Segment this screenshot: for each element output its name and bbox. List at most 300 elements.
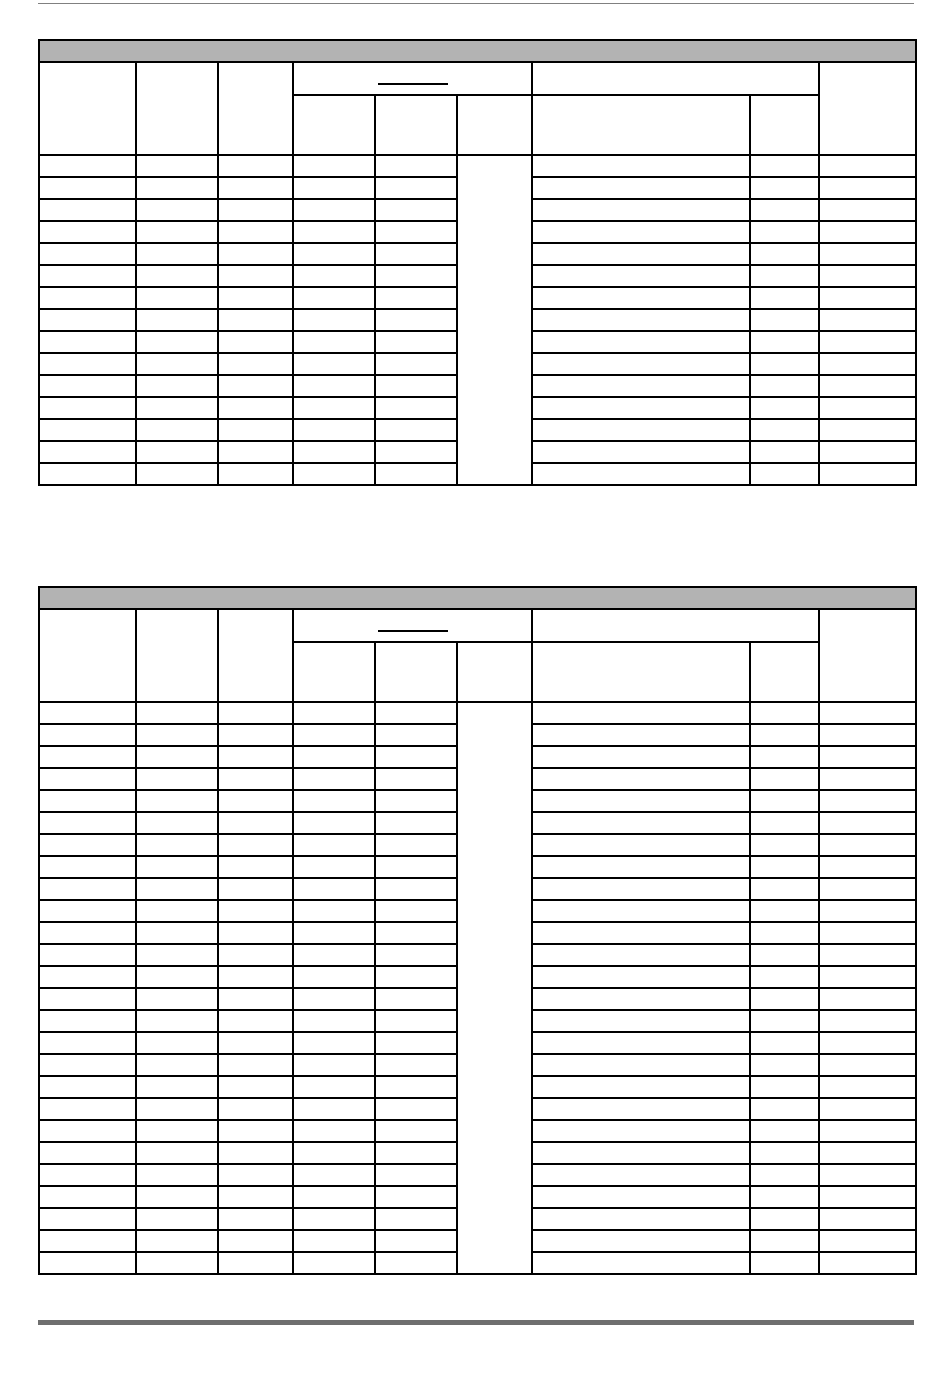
table-cell — [293, 331, 375, 353]
table-cell — [750, 419, 819, 441]
table-cell — [532, 1142, 750, 1164]
table-cell — [375, 702, 457, 724]
table-cell — [532, 243, 750, 265]
table-cell — [532, 1164, 750, 1186]
table-cell — [39, 988, 136, 1010]
table-title-band — [39, 587, 916, 609]
table-cell — [136, 900, 218, 922]
table-cell — [819, 155, 916, 177]
table-cell — [136, 988, 218, 1010]
table-cell — [39, 1032, 136, 1054]
table-cell — [136, 265, 218, 287]
table-cell — [293, 1120, 375, 1142]
table-cell — [375, 397, 457, 419]
table-cell — [375, 834, 457, 856]
table-cell — [39, 1252, 136, 1274]
table-cell — [750, 768, 819, 790]
header-col1 — [39, 62, 136, 155]
table-cell — [39, 1208, 136, 1230]
table-cell — [750, 922, 819, 944]
table-cell — [136, 463, 218, 485]
table-cell — [293, 1054, 375, 1076]
table-cell — [532, 1054, 750, 1076]
table-cell — [819, 441, 916, 463]
table-cell — [39, 1010, 136, 1032]
table-cell — [532, 988, 750, 1010]
table-cell — [750, 375, 819, 397]
table-cell — [293, 1186, 375, 1208]
table-cell — [39, 724, 136, 746]
table-cell — [819, 1010, 916, 1032]
table-cell — [750, 177, 819, 199]
table-cell — [39, 397, 136, 419]
table-cell — [375, 1054, 457, 1076]
table-cell — [39, 353, 136, 375]
table-cell — [750, 1054, 819, 1076]
table-cell — [136, 790, 218, 812]
table-cell — [136, 287, 218, 309]
table-cell — [819, 900, 916, 922]
table-cell — [218, 309, 293, 331]
table-cell — [39, 922, 136, 944]
table-cell — [136, 309, 218, 331]
table-cell — [293, 988, 375, 1010]
table-cell — [136, 155, 218, 177]
table-cell — [39, 790, 136, 812]
table-cell — [39, 265, 136, 287]
table-cell — [39, 768, 136, 790]
table-cell — [750, 856, 819, 878]
table-cell — [375, 1032, 457, 1054]
table-cell — [293, 856, 375, 878]
table-cell — [293, 944, 375, 966]
header-group-b — [532, 62, 819, 95]
table-cell — [136, 1098, 218, 1120]
header-col3 — [218, 62, 293, 155]
table-cell — [39, 702, 136, 724]
header-col1 — [39, 609, 136, 702]
table-cell — [136, 922, 218, 944]
table-cell — [293, 419, 375, 441]
table-cell — [293, 1164, 375, 1186]
table-cell — [375, 988, 457, 1010]
table-cell — [218, 419, 293, 441]
table-cell — [532, 353, 750, 375]
table-cell — [39, 834, 136, 856]
table-cell — [293, 1032, 375, 1054]
table-cell — [218, 812, 293, 834]
table-cell — [136, 746, 218, 768]
table-cell — [750, 746, 819, 768]
table-cell — [293, 375, 375, 397]
table-cell — [532, 1186, 750, 1208]
table-cell — [532, 724, 750, 746]
table-cell — [39, 856, 136, 878]
table-cell — [532, 1076, 750, 1098]
table-cell — [375, 1164, 457, 1186]
table-cell — [293, 397, 375, 419]
table-cell — [218, 331, 293, 353]
table-cell — [293, 834, 375, 856]
table-cell — [375, 812, 457, 834]
table-cell — [136, 243, 218, 265]
table-cell — [218, 944, 293, 966]
header-col-last — [819, 609, 916, 702]
bottom-rule — [38, 1320, 914, 1325]
table-cell — [819, 702, 916, 724]
table-cell — [819, 724, 916, 746]
table-row — [39, 155, 916, 177]
table-cell — [293, 1208, 375, 1230]
table-cell — [218, 790, 293, 812]
table-cell — [375, 463, 457, 485]
table-cell — [819, 309, 916, 331]
table-cell — [293, 702, 375, 724]
table-cell — [532, 177, 750, 199]
table-cell — [136, 1142, 218, 1164]
table-cell — [819, 177, 916, 199]
table-cell — [293, 1252, 375, 1274]
table-cell — [750, 287, 819, 309]
header-col2 — [136, 609, 218, 702]
table-cell — [750, 1032, 819, 1054]
header-group-a — [293, 609, 532, 642]
table-cell — [39, 1054, 136, 1076]
table-cell — [293, 287, 375, 309]
table-cell — [750, 1142, 819, 1164]
table-cell — [293, 265, 375, 287]
table-cell — [375, 419, 457, 441]
table-cell — [375, 353, 457, 375]
table-cell — [819, 1252, 916, 1274]
table-cell — [819, 988, 916, 1010]
table-cell — [218, 1252, 293, 1274]
table-row — [39, 702, 916, 724]
table-cell — [218, 199, 293, 221]
table-cell — [532, 287, 750, 309]
header-group-a-sub3 — [457, 95, 532, 155]
table-cell — [532, 463, 750, 485]
header-group-a-sub1 — [293, 642, 375, 702]
table-cell — [39, 1120, 136, 1142]
table-cell — [819, 463, 916, 485]
table-cell — [136, 353, 218, 375]
table-cell — [819, 1054, 916, 1076]
table-body-1 — [39, 155, 916, 485]
table-cell — [375, 199, 457, 221]
table-cell — [375, 900, 457, 922]
table-cell — [375, 768, 457, 790]
table-cell — [136, 331, 218, 353]
table-cell — [218, 856, 293, 878]
table-cell — [218, 1186, 293, 1208]
table-cell — [750, 988, 819, 1010]
table-cell — [218, 1098, 293, 1120]
table-cell — [750, 900, 819, 922]
table-cell — [532, 155, 750, 177]
table-cell — [39, 1230, 136, 1252]
table-cell — [39, 1186, 136, 1208]
table-cell — [218, 1164, 293, 1186]
form-table-2 — [38, 586, 917, 1275]
table-cell — [293, 790, 375, 812]
table-cell — [218, 1120, 293, 1142]
table-cell — [375, 790, 457, 812]
table-cell — [532, 922, 750, 944]
table-cell — [532, 331, 750, 353]
table-cell — [218, 243, 293, 265]
table-cell — [218, 922, 293, 944]
header-col2 — [136, 62, 218, 155]
table-cell — [293, 1142, 375, 1164]
table-cell — [532, 944, 750, 966]
table-cell — [532, 221, 750, 243]
table-cell — [136, 1230, 218, 1252]
table-cell — [39, 199, 136, 221]
table-cell — [750, 1010, 819, 1032]
table-cell — [136, 1120, 218, 1142]
table-cell — [218, 1230, 293, 1252]
table-cell — [532, 397, 750, 419]
table-cell — [375, 724, 457, 746]
table-cell — [293, 199, 375, 221]
table-cell — [375, 922, 457, 944]
table-cell — [750, 221, 819, 243]
table-cell — [375, 155, 457, 177]
table-cell — [819, 878, 916, 900]
table-cell — [136, 768, 218, 790]
table-cell — [39, 900, 136, 922]
table-cell — [532, 265, 750, 287]
table-cell — [375, 966, 457, 988]
table-cell — [375, 1252, 457, 1274]
table-cell — [39, 1164, 136, 1186]
table-cell — [293, 177, 375, 199]
table-cell — [819, 1120, 916, 1142]
table-cell — [293, 463, 375, 485]
table-cell — [750, 353, 819, 375]
table-cell — [218, 1054, 293, 1076]
table-cell — [375, 856, 457, 878]
table-cell — [293, 1076, 375, 1098]
table-cell — [39, 243, 136, 265]
table-cell — [532, 1252, 750, 1274]
group-a-underline — [378, 83, 448, 85]
merged-column-cell — [457, 702, 532, 1274]
table-cell — [39, 1076, 136, 1098]
table-cell — [218, 988, 293, 1010]
table-cell — [750, 790, 819, 812]
header-col3 — [218, 609, 293, 702]
table-cell — [750, 1252, 819, 1274]
table-cell — [218, 375, 293, 397]
table-cell — [819, 221, 916, 243]
form-table-1 — [38, 39, 917, 486]
table-cell — [750, 1098, 819, 1120]
table-cell — [136, 1054, 218, 1076]
table-cell — [532, 1120, 750, 1142]
table-cell — [39, 309, 136, 331]
table-cell — [218, 746, 293, 768]
table-cell — [39, 177, 136, 199]
table-cell — [532, 309, 750, 331]
table-cell — [39, 375, 136, 397]
table-cell — [136, 812, 218, 834]
table-cell — [293, 243, 375, 265]
table-cell — [218, 724, 293, 746]
table-cell — [750, 1164, 819, 1186]
table-cell — [750, 309, 819, 331]
table-cell — [136, 878, 218, 900]
table-cell — [293, 353, 375, 375]
table-cell — [819, 331, 916, 353]
table-cell — [136, 702, 218, 724]
table-cell — [819, 834, 916, 856]
table-cell — [375, 746, 457, 768]
table-cell — [750, 812, 819, 834]
table-cell — [293, 1098, 375, 1120]
table-cell — [532, 790, 750, 812]
table-cell — [750, 155, 819, 177]
table-cell — [136, 221, 218, 243]
table-cell — [375, 331, 457, 353]
table-cell — [293, 1230, 375, 1252]
table-cell — [819, 746, 916, 768]
table-cell — [532, 1010, 750, 1032]
table-cell — [532, 1032, 750, 1054]
table-cell — [819, 265, 916, 287]
table-cell — [136, 1032, 218, 1054]
table-cell — [532, 834, 750, 856]
table-cell — [375, 1098, 457, 1120]
table-cell — [136, 441, 218, 463]
table-cell — [375, 1120, 457, 1142]
table-cell — [532, 199, 750, 221]
table-cell — [532, 375, 750, 397]
table-cell — [819, 1230, 916, 1252]
table-cell — [136, 1076, 218, 1098]
table-cell — [136, 177, 218, 199]
table-cell — [218, 966, 293, 988]
table-cell — [750, 878, 819, 900]
table-cell — [39, 221, 136, 243]
table-cell — [218, 155, 293, 177]
table-cell — [750, 834, 819, 856]
table-cell — [819, 1142, 916, 1164]
table-cell — [819, 419, 916, 441]
table-cell — [750, 243, 819, 265]
table-cell — [819, 375, 916, 397]
table-cell — [39, 463, 136, 485]
table-cell — [750, 1076, 819, 1098]
table-cell — [293, 966, 375, 988]
table-cell — [819, 1032, 916, 1054]
table-cell — [293, 922, 375, 944]
header-col-last — [819, 62, 916, 155]
table-cell — [819, 1164, 916, 1186]
table-cell — [375, 878, 457, 900]
table-cell — [293, 309, 375, 331]
table-cell — [39, 441, 136, 463]
table-cell — [750, 397, 819, 419]
table-cell — [293, 724, 375, 746]
table-cell — [819, 243, 916, 265]
table-cell — [750, 441, 819, 463]
table-cell — [532, 1098, 750, 1120]
table-cell — [39, 155, 136, 177]
table-cell — [532, 966, 750, 988]
table-cell — [750, 724, 819, 746]
table-cell — [39, 331, 136, 353]
table-cell — [375, 375, 457, 397]
table-cell — [532, 419, 750, 441]
table-cell — [750, 265, 819, 287]
table-body-2 — [39, 702, 916, 1274]
table-cell — [218, 463, 293, 485]
table-cell — [750, 463, 819, 485]
table-cell — [375, 1010, 457, 1032]
table-cell — [750, 944, 819, 966]
table-cell — [136, 1186, 218, 1208]
table-cell — [136, 856, 218, 878]
group-a-underline — [378, 630, 448, 632]
table-cell — [218, 834, 293, 856]
merged-column-cell — [457, 155, 532, 485]
table-cell — [750, 1230, 819, 1252]
table-cell — [819, 199, 916, 221]
table-cell — [375, 265, 457, 287]
table-cell — [136, 419, 218, 441]
table-cell — [136, 199, 218, 221]
header-group-b-sub1 — [532, 95, 750, 155]
table-cell — [218, 287, 293, 309]
header-group-a-sub2 — [375, 95, 457, 155]
table-cell — [532, 768, 750, 790]
table-cell — [39, 1098, 136, 1120]
header-group-a-sub2 — [375, 642, 457, 702]
table-cell — [218, 177, 293, 199]
table-cell — [375, 309, 457, 331]
table-cell — [39, 1142, 136, 1164]
table-cell — [293, 900, 375, 922]
header-group-a-sub1 — [293, 95, 375, 155]
table-cell — [375, 221, 457, 243]
table-cell — [293, 221, 375, 243]
table-cell — [375, 1142, 457, 1164]
table-cell — [39, 944, 136, 966]
table-cell — [819, 1076, 916, 1098]
table-cell — [532, 856, 750, 878]
table-cell — [819, 1186, 916, 1208]
table-cell — [819, 966, 916, 988]
table-cell — [819, 922, 916, 944]
table-cell — [218, 768, 293, 790]
header-group-b-sub2 — [750, 642, 819, 702]
table-cell — [136, 724, 218, 746]
table-cell — [136, 1164, 218, 1186]
table-cell — [819, 768, 916, 790]
table-cell — [750, 331, 819, 353]
table-cell — [136, 375, 218, 397]
table-cell — [750, 702, 819, 724]
table-cell — [819, 790, 916, 812]
table-cell — [293, 878, 375, 900]
table-cell — [375, 287, 457, 309]
table-cell — [293, 1010, 375, 1032]
table-cell — [136, 397, 218, 419]
table-cell — [532, 900, 750, 922]
table-cell — [218, 1142, 293, 1164]
